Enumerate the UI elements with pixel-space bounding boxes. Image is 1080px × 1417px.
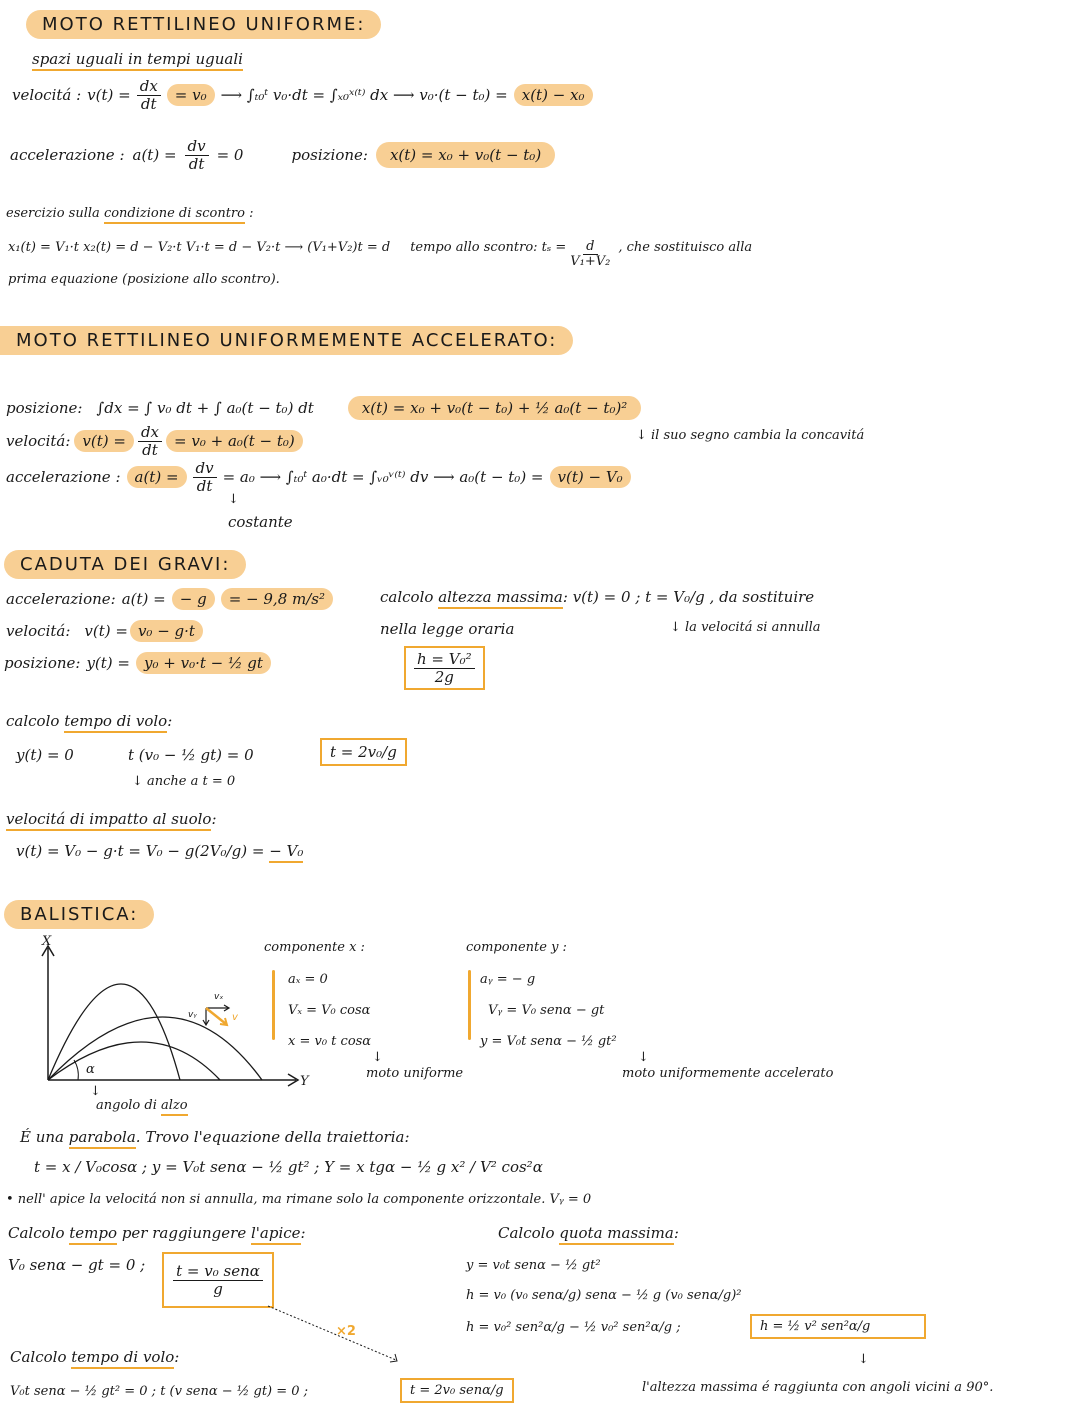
apex-time-underlined-2: l'apice — [251, 1224, 301, 1245]
fraction-numerator: dv — [185, 138, 209, 156]
apex-time-title — [8, 1224, 306, 1242]
gravi-impact-eq: v(t) = V₀ − g·t = V₀ − g(2V₀/g) = — [16, 842, 265, 860]
mru-accel-row — [10, 138, 555, 172]
gravi-impact-colon: : — [211, 810, 217, 828]
mrua-accel-label: accelerazione : — [6, 468, 121, 486]
quota-colon: : — [673, 1224, 679, 1242]
v-label: v — [232, 1012, 238, 1023]
comp-x-title: componente x : — [264, 940, 365, 955]
mru-accel-eq: a(t) = — [132, 146, 177, 164]
apex-time-colon: : — [300, 1224, 306, 1242]
trajectory-diagram — [30, 934, 310, 1104]
gravi-max-height-eq: : v(t) = 0 ; t = V₀/g , da sostituire — [562, 588, 815, 606]
balistica-flight-prefix: Calcolo — [10, 1348, 67, 1366]
collision-row — [8, 240, 752, 270]
vy-label: vᵧ — [188, 1010, 197, 1020]
angle-note-text: angolo di — [96, 1098, 157, 1113]
parabola-prefix: É una — [20, 1128, 64, 1146]
mru-velocity-integral: ⟶ ∫ₜ₀ᵗ v₀·dt = ∫ₓ₀ˣ⁽ᵗ⁾ dx ⟶ v₀·(t − t₀) = — [220, 86, 508, 104]
quota-underlined: quota massima — [559, 1224, 674, 1245]
comp-x-item: aₓ = 0 — [288, 972, 328, 987]
gravi-velocity-label: velocitá: — [6, 622, 71, 640]
collision-time-label: tempo allo scontro: tₛ = — [410, 240, 567, 255]
mru-velocity-fraction — [137, 78, 161, 112]
gravi-flight-box: t = 2v₀/g — [320, 738, 407, 766]
gravi-flight-prefix: calcolo — [6, 712, 60, 730]
gravi-max-height-box — [404, 646, 485, 690]
trajectory-svg — [30, 934, 310, 1104]
collision-equations: x₁(t) = V₁·t x₂(t) = d − V₂·t V₁·t = d − V₂·t ⟶ (V₁+V₂)t = d — [8, 240, 391, 255]
section-title-gravi: CADUTA DEI GRAVI: — [4, 550, 246, 579]
gravi-max-height-fraction — [414, 651, 475, 685]
gravi-position-label: posizione: — [4, 654, 81, 672]
collision-intro-text: esercizio sulla — [6, 206, 100, 221]
mrua-position-note: ↓ il suo segno cambia la concavitá — [636, 428, 865, 443]
apex-time-box — [162, 1252, 274, 1308]
mru-velocity-eq: v(t) = — [87, 86, 131, 104]
balistica-flight-colon: : — [174, 1348, 180, 1366]
mru-position-eq: x(t) = x₀ + v₀(t − t₀) — [376, 142, 555, 168]
apex-time-underlined-1: tempo — [69, 1224, 117, 1245]
mrua-accel-fraction — [193, 460, 217, 494]
gravi-flight-title — [6, 712, 172, 730]
fraction-denominator: dt — [142, 440, 158, 459]
fraction-denominator: dt — [188, 154, 205, 173]
parabola-suffix: . Trovo l'equazione della traiettoria: — [135, 1128, 410, 1146]
fraction-numerator: dx — [138, 424, 162, 442]
mrua-position-result: x(t) = x₀ + v₀(t − t₀) + ½ a₀(t − t₀)² — [348, 396, 642, 420]
gravi-flight-colon: : — [167, 712, 173, 730]
mrua-accel-at: a(t) = — [127, 466, 187, 488]
gravi-max-height-line2: nella legge oraria — [380, 620, 515, 638]
gravi-accel-g: − g — [172, 588, 215, 610]
mru-velocity-v0: = v₀ — [167, 84, 215, 106]
comp-y-brace — [468, 970, 471, 1040]
quota-box: h = ½ v² sen²α/g — [750, 1314, 926, 1339]
gravi-max-height-row — [380, 588, 814, 606]
mrua-position-integral: ∫dx = ∫ v₀ dt + ∫ a₀(t − t₀) dt — [96, 399, 314, 417]
balistica-flight-underlined: tempo di volo — [71, 1348, 174, 1369]
fraction-numerator: dx — [137, 78, 161, 96]
angle-symbol: α — [86, 1062, 95, 1077]
gravi-accel-row — [6, 588, 333, 610]
mru-position-label: posizione: — [291, 146, 368, 164]
balistica-flight-title — [10, 1348, 179, 1366]
comp-y-item: aᵧ = − g — [480, 972, 536, 987]
mrua-velocity-result: = v₀ + a₀(t − t₀) — [166, 430, 303, 452]
section-title-mru: MOTO RETTILINEO UNIFORME: — [26, 10, 381, 39]
comp-y-note: moto uniformemente accelerato — [622, 1066, 834, 1081]
mrua-accel-result: v(t) − V₀ — [550, 466, 631, 488]
angle-note-arrow: ↓ — [90, 1084, 101, 1099]
section-title-balistica: BALISTICA: — [4, 900, 154, 929]
fraction-numerator: h = V₀² — [414, 651, 475, 669]
apex-note: • nell' apice la velocitá non si annulla, ma rimane solo la componente orizzontale. Vᵧ = 0 — [6, 1192, 592, 1207]
mru-accel-zero: = 0 — [216, 146, 244, 164]
comp-x-note-arrow: ↓ — [372, 1050, 383, 1065]
axis-label-horizontal: Y — [300, 1074, 309, 1089]
gravi-accel-eq: a(t) = — [121, 590, 166, 608]
fraction-numerator: d — [583, 240, 597, 255]
apex-time-eq: V₀ senα − gt = 0 ; — [8, 1256, 146, 1274]
mrua-accel-chain: = a₀ ⟶ ∫ₜ₀ᵗ a₀·dt = ∫ᵥ₀ᵛ⁽ᵗ⁾ dv ⟶ a₀(t − t₀) = — [222, 468, 544, 486]
mrua-velocity-row — [6, 424, 303, 458]
apex-time-prefix: Calcolo — [8, 1224, 65, 1242]
gravi-impact-title — [6, 810, 217, 828]
quota-prefix: Calcolo — [498, 1224, 555, 1242]
collision-time-note: , che sostituisco alla — [618, 240, 753, 255]
fraction-denominator: dt — [196, 476, 213, 495]
collision-intro-underlined: condizione di scontro — [104, 206, 245, 224]
gravi-position-result: y₀ + v₀·t − ½ gt — [136, 652, 271, 674]
mrua-position-row — [6, 396, 641, 420]
balistica-flight-eq: V₀t senα − ½ gt² = 0 ; t (v senα − ½ gt) = 0 ; — [10, 1384, 309, 1399]
angle-note — [96, 1098, 188, 1113]
balistica-flight-box: t = 2v₀ senα/g — [400, 1378, 514, 1403]
fraction-numerator: t = v₀ senα — [173, 1263, 263, 1281]
mru-accel-fraction — [185, 138, 209, 172]
comp-y-item: y = V₀t senα − ½ gt² — [480, 1034, 617, 1049]
gravi-accel-value: = − 9,8 m/s² — [221, 588, 333, 610]
trajectory-equation: t = x / V₀cosα ; y = V₀t senα − ½ gt² ; Y = x tgα − ½ g x² / V² cos²α — [34, 1158, 543, 1176]
gravi-velocity-row — [6, 620, 203, 642]
comp-x-brace — [272, 970, 275, 1040]
mru-subtitle: spazi uguali in tempi uguali — [32, 50, 243, 71]
quota-note: l'altezza massima é raggiunta con angoli vicini a 90°. — [642, 1380, 994, 1395]
mrua-accel-row — [6, 460, 631, 494]
gravi-accel-label: accelerazione: — [6, 590, 116, 608]
gravi-impact-row — [16, 842, 303, 860]
gravi-velocity-result: v₀ − g·t — [130, 620, 203, 642]
mrua-accel-note-arrow: ↓ — [228, 492, 239, 507]
fraction-denominator: 2g — [434, 667, 454, 686]
fraction-numerator: dv — [193, 460, 217, 478]
comp-x-item: x = v₀ t cosα — [288, 1034, 372, 1049]
mrua-velocity-fraction — [138, 424, 162, 458]
quota-eq-3: h = v₀² sen²α/g − ½ v₀² sen²α/g ; — [466, 1320, 681, 1335]
mru-accel-label: accelerazione : — [10, 146, 125, 164]
collision-intro — [6, 206, 254, 221]
mrua-velocity-label: velocitá: — [6, 432, 71, 450]
apex-time-fraction — [173, 1263, 263, 1297]
vx-label: vₓ — [214, 992, 224, 1002]
gravi-max-height-prefix: calcolo — [380, 588, 434, 606]
fraction-denominator: V₁+V₂ — [570, 254, 611, 270]
comp-y-item: Vᵧ = V₀ senα − gt — [488, 1003, 605, 1018]
mrua-velocity-vt: v(t) = — [74, 430, 134, 452]
parabola-underlined: parabola — [69, 1128, 136, 1149]
gravi-flight-underlined: tempo di volo — [64, 712, 167, 733]
gravi-flight-note: ↓ anche a t = 0 — [132, 774, 236, 789]
mru-velocity-row — [12, 78, 593, 112]
mrua-position-label: posizione: — [6, 399, 83, 417]
gravi-velocity-eq: v(t) = — [84, 622, 128, 640]
gravi-flight-eq2: t (v₀ − ½ gt) = 0 — [128, 746, 254, 764]
comp-x-item: Vₓ = V₀ cosα — [288, 1003, 371, 1018]
quota-eq-1: y = v₀t senα − ½ gt² — [466, 1258, 601, 1273]
quota-title — [498, 1224, 679, 1242]
quota-eq-2: h = v₀ (v₀ senα/g) senα − ½ g (v₀ senα/g)² — [466, 1288, 742, 1303]
section-title-mrua: MOTO RETTILINEO UNIFORMEMENTE ACCELERATO: — [0, 326, 573, 355]
gravi-position-row — [4, 652, 271, 674]
collision-line2: prima equazione (posizione allo scontro). — [8, 272, 280, 287]
comp-y-title: componente y : — [466, 940, 567, 955]
fraction-denominator: dt — [140, 94, 157, 113]
comp-x-note: moto uniforme — [366, 1066, 464, 1081]
axis-label-vertical: X — [42, 934, 52, 949]
collision-intro-colon: : — [249, 206, 254, 221]
parabola-line — [20, 1128, 410, 1146]
mrua-accel-note: costante — [228, 513, 293, 531]
apex-time-mid: per raggiungere — [121, 1224, 247, 1242]
angle-note-underlined: alzo — [161, 1098, 188, 1116]
gravi-impact-result: − V₀ — [269, 842, 303, 863]
fraction-denominator: g — [213, 1279, 223, 1298]
quota-note-arrow: ↓ — [858, 1352, 869, 1367]
mru-velocity-result: x(t) − x₀ — [514, 84, 593, 106]
times-two-label: ×2 — [336, 1324, 356, 1339]
comp-y-note-arrow: ↓ — [638, 1050, 649, 1065]
mru-velocity-label: velocitá : — [12, 86, 82, 104]
gravi-flight-eq1: y(t) = 0 — [16, 746, 74, 764]
collision-time-fraction — [570, 240, 610, 270]
gravi-max-height-underlined: altezza massima — [438, 588, 563, 609]
gravi-max-height-note: ↓ la velocitá si annulla — [670, 620, 821, 635]
gravi-impact-underlined: velocitá di impatto al suolo — [6, 810, 211, 831]
gravi-position-eq: y(t) = — [86, 654, 130, 672]
